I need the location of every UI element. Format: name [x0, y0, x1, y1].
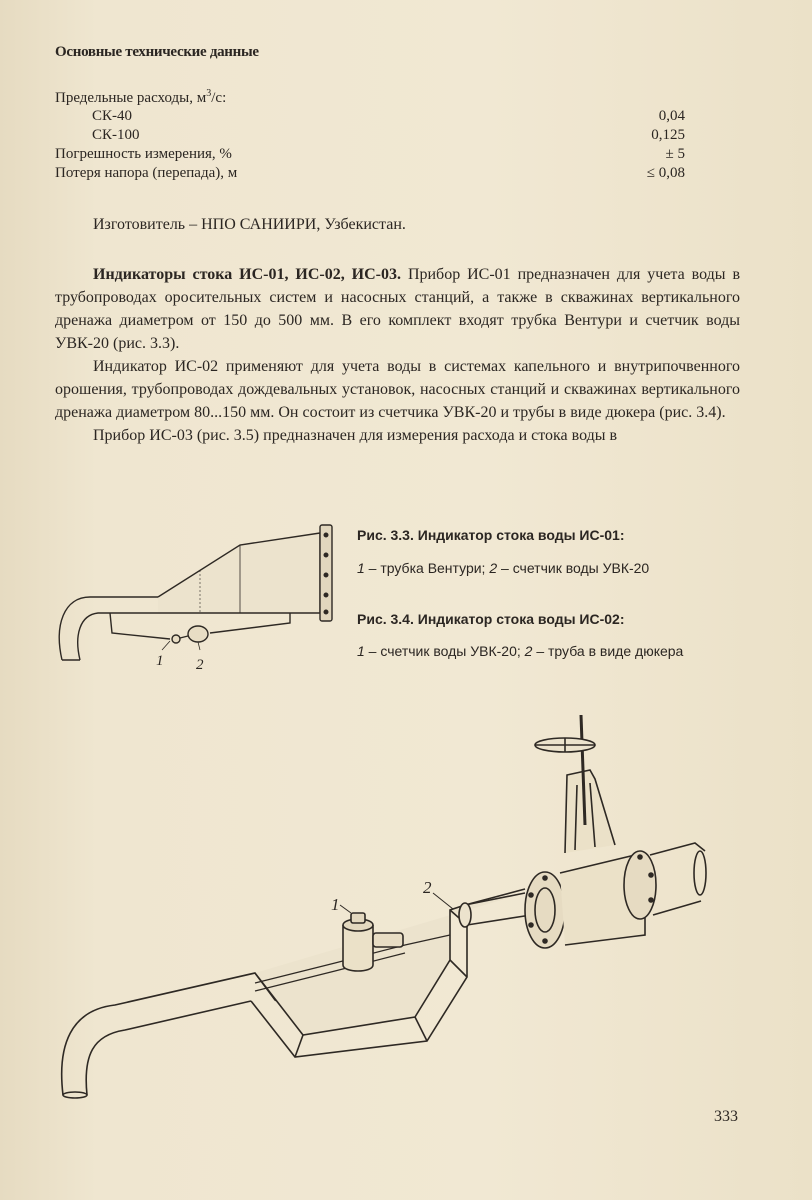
body-text — [55, 263, 740, 447]
manufacturer-line: Изготовитель – НПО САНИИРИ, Узбекистан. — [93, 216, 406, 233]
figure-3-4-caption-text: 1 – счетчик воды УВК-20; 2 – труба в виде дюкера — [357, 643, 684, 659]
figure-3-4-label-2: 2 — [423, 878, 432, 897]
valve-yoke — [565, 770, 615, 853]
dyuker-pipe — [255, 893, 525, 1035]
paragraph-2: Индикатор ИС-02 применяют для учета воды в системах капельного и внутрипочвенного орошения, трубопроводах дождевальных установок, насосных станций и скважинах вертикального дренажа диаметром 80...150 мм. Он состоит из счетчика УВК-20 и трубы в виде дюкера (рис. 3.4). — [55, 358, 740, 421]
figure-3-3-caption-text: 1 – трубка Вентури; 2 – счетчик воды УВК-20 — [357, 560, 650, 576]
spec-error-label: Погрешность измерения, % — [55, 146, 232, 162]
figure-3-3-label-2: 2 — [196, 657, 204, 673]
figure-3-4-caption-title: Рис. 3.4. Индикатор стока воды ИС-02: — [357, 611, 625, 627]
figure-3-3-label-1: 1 — [156, 653, 164, 669]
spec-ck100-label: СК-100 — [92, 127, 140, 143]
spec-ck40-label: СК-40 — [92, 108, 133, 124]
spec-error-value: ± 5 — [665, 146, 685, 162]
dyuker-outlet-pipe — [62, 973, 285, 1095]
section-title: Основные технические данные — [55, 44, 259, 60]
venturi-inlet-pipe — [59, 597, 160, 660]
venturi-cone — [158, 533, 320, 613]
paragraph-1-heading: Индикаторы стока ИС-01, ИС-02, ИС-03. — [93, 266, 402, 283]
page-number: 333 — [714, 1108, 738, 1125]
spec-ck100-value: 0,125 — [651, 127, 685, 143]
water-meter — [188, 626, 208, 642]
paragraph-1-text: Прибор ИС-01 предназначен для учета воды в трубопроводах оросительных систем и насосных станций, а также в скважинах вертикального дренажа диаметром от 150 до 500 мм. В его комплект входят трубка Вентури и счетчик воды УВК-20 (рис. 3.3). — [55, 266, 740, 352]
valve-flange-left — [525, 872, 565, 948]
figure-3-3-illustration — [50, 515, 350, 675]
spec-head-loss-label: Потеря напора (перепада), м — [55, 165, 238, 181]
figure-3-3-caption-title: Рис. 3.3. Индикатор стока воды ИС-01: — [357, 527, 625, 543]
spec-head-loss-value: ≤ 0,08 — [646, 165, 685, 181]
paragraph-1 — [55, 263, 740, 355]
spec-max-flow-label: Предельные расходы, $м^3/с$: — [55, 88, 227, 106]
figure-3-4-label-1: 1 — [331, 895, 340, 914]
water-meter-body — [343, 925, 373, 971]
valve-flange-right — [624, 851, 656, 919]
spec-ck40-value: 0,04 — [658, 108, 685, 124]
venturi-tube — [110, 613, 170, 639]
paragraph-3: Прибор ИС-03 (рис. 3.5) предназначен для измерения расхода и стока воды в — [93, 427, 618, 444]
figure-3-4-illustration — [55, 705, 735, 1105]
